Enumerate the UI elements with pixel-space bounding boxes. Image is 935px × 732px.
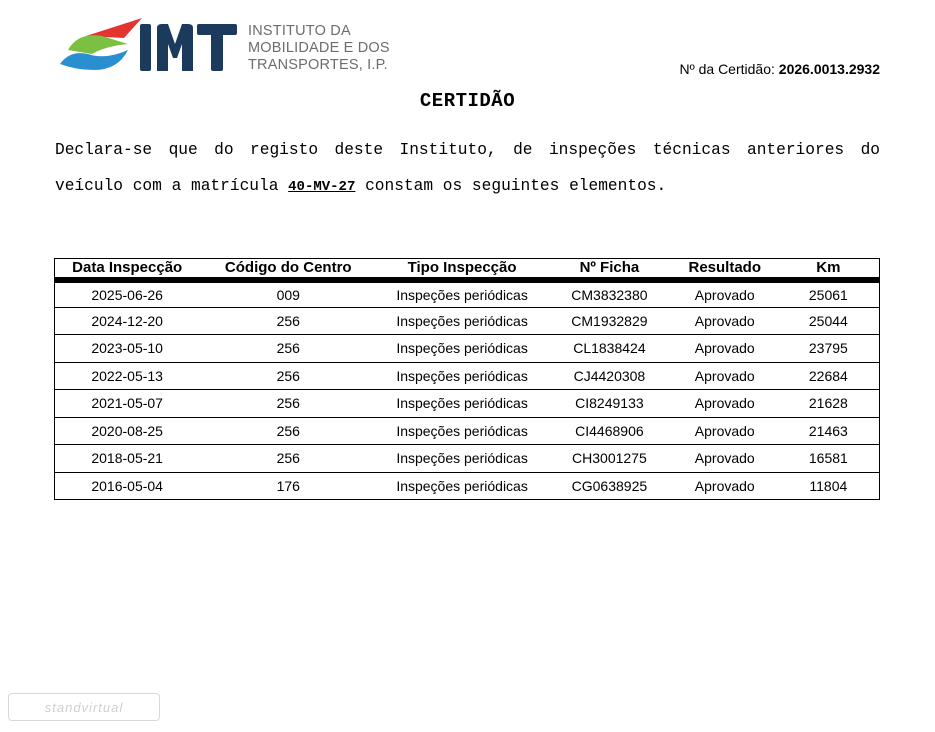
cell-sheet-number: CL1838424 — [547, 335, 672, 363]
cell-km: 21463 — [778, 417, 880, 445]
cell-km: 25044 — [778, 307, 880, 335]
imt-logo-mark — [58, 14, 243, 78]
cell-result: Aprovado — [672, 362, 778, 390]
cell-km: 16581 — [778, 445, 880, 473]
cell-inspection-type: Inspeções periódicas — [377, 390, 547, 418]
cell-result: Aprovado — [672, 307, 778, 335]
cell-center-code: 009 — [276, 286, 300, 303]
certificate-number — [680, 61, 881, 77]
institute-name — [248, 23, 390, 74]
imt-logo — [58, 14, 388, 78]
standvirtual-watermark — [8, 693, 160, 721]
cell-sheet-number: CI8249133 — [547, 390, 672, 418]
cell-result: Aprovado — [672, 472, 778, 500]
cell-sheet-number: CH3001275 — [547, 445, 672, 473]
declaration-paragraph — [55, 132, 880, 205]
cell-date: 2023-05-10 — [55, 335, 200, 363]
column-header-center-code: Código do Centro — [199, 259, 377, 280]
license-plate: 40-MV-27 — [288, 179, 356, 195]
institute-name-line: MOBILIDADE E DOS — [248, 40, 390, 56]
table-body — [55, 280, 880, 500]
logo-green-shape — [68, 35, 128, 54]
document-title: CERTIDÃO — [419, 90, 516, 112]
table-row — [55, 390, 880, 418]
cell-sheet-number: CM1932829 — [547, 307, 672, 335]
cell-sheet-number: CJ4420308 — [547, 362, 672, 390]
table-row — [55, 417, 880, 445]
cell-center-code: 256 — [199, 307, 377, 335]
logo-red-shape — [86, 18, 142, 38]
table-row — [55, 445, 880, 473]
certificate-number-value: 2026.0013.2932 — [778, 61, 880, 77]
cell-center-code: 256 — [199, 445, 377, 473]
table-header-row — [55, 259, 880, 280]
column-header-date: Data Inspecção — [55, 259, 200, 280]
cell-km: 11804 — [778, 472, 880, 500]
cell-result: Aprovado — [694, 286, 755, 303]
table-row — [55, 335, 880, 363]
cell-inspection-type: Inspeções periódicas — [377, 335, 547, 363]
cell-date: 2018-05-21 — [55, 445, 200, 473]
cell-center-code: 256 — [199, 362, 377, 390]
cell-date: 2020-08-25 — [55, 417, 200, 445]
cell-center-code: 256 — [199, 417, 377, 445]
certificate-number-label: Nº da Certidão: — [679, 61, 775, 77]
cell-km: 25061 — [808, 286, 848, 303]
cell-inspection-type: Inspeções periódicas — [377, 307, 547, 335]
logo-blue-shape — [60, 50, 128, 70]
cell-km: 22684 — [778, 362, 880, 390]
institute-name-line: INSTITUTO DA — [248, 23, 351, 39]
table-row — [55, 280, 880, 308]
cell-center-code: 256 — [199, 390, 377, 418]
cell-result: Aprovado — [672, 417, 778, 445]
cell-result: Aprovado — [672, 445, 778, 473]
column-header-sheet-number: Nº Ficha — [547, 259, 672, 280]
declaration-text-after: constam os seguintes elementos. — [355, 177, 667, 195]
watermark-text: standvirtual — [44, 699, 124, 715]
cell-inspection-type: Inspeções periódicas — [377, 362, 547, 390]
institute-name-line: TRANSPORTES, I.P. — [248, 57, 388, 73]
cell-km: 23795 — [778, 335, 880, 363]
cell-sheet-number: CM3832380 — [571, 286, 648, 303]
cell-inspection-type: Inspeções periódicas — [377, 417, 547, 445]
table-row — [55, 307, 880, 335]
declaration-text-before: Declara-se que do registo deste Instituto, de inspeções técnicas anteriores do veículo com a matrícula — [55, 141, 880, 195]
cell-date: 2022-05-13 — [55, 362, 200, 390]
column-header-inspection-type: Tipo Inspecção — [377, 259, 547, 280]
cell-inspection-type: Inspeções periódicas — [377, 472, 547, 500]
cell-sheet-number: CG0638925 — [547, 472, 672, 500]
cell-date: 2021-05-07 — [55, 390, 200, 418]
cell-inspection-type: Inspeções periódicas — [396, 286, 528, 303]
logo-wordmark — [140, 24, 237, 71]
cell-center-code: 176 — [199, 472, 377, 500]
cell-date: 2024-12-20 — [55, 307, 200, 335]
cell-sheet-number: CI4468906 — [547, 417, 672, 445]
table-row — [55, 362, 880, 390]
table-row — [55, 472, 880, 500]
cell-date: 2025-06-26 — [91, 286, 163, 303]
column-header-km: Km — [778, 259, 880, 280]
cell-date: 2016-05-04 — [55, 472, 200, 500]
inspection-history-table — [54, 258, 880, 500]
cell-result: Aprovado — [672, 335, 778, 363]
cell-result: Aprovado — [672, 390, 778, 418]
cell-km: 21628 — [778, 390, 880, 418]
cell-center-code: 256 — [199, 335, 377, 363]
column-header-result: Resultado — [672, 259, 778, 280]
cell-inspection-type: Inspeções periódicas — [377, 445, 547, 473]
